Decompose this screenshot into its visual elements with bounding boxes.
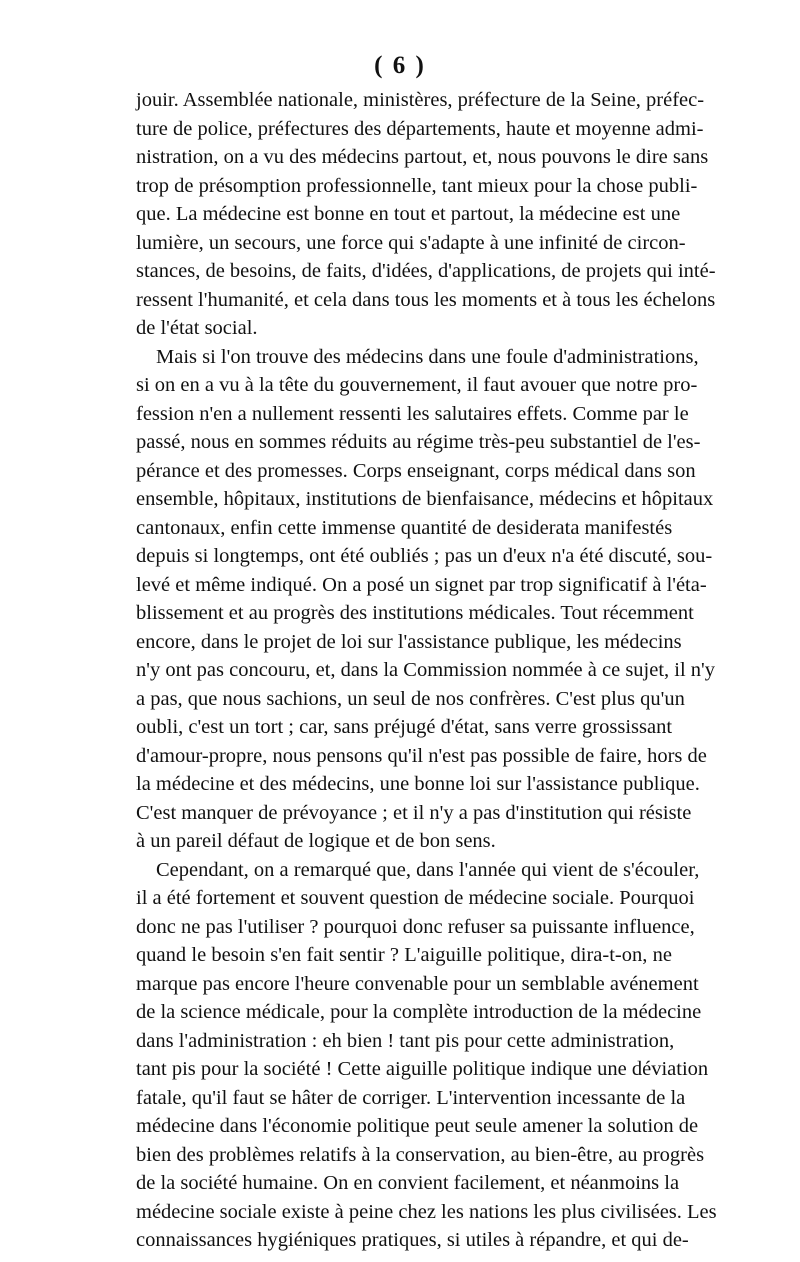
text-line: n'y ont pas concouru, et, dans la Commission nommée à ce sujet, il n'y xyxy=(136,659,716,681)
text-line: cantonaux, enfin cette immense quantité de desiderata manifestés xyxy=(136,516,673,539)
text-line: de la société humaine. On en convient facilement, et néanmoins la xyxy=(136,1172,680,1194)
text-line: stances, de besoins, de faits, d'idées, d'applications, de projets qui inté- xyxy=(136,260,716,282)
text-line: bien des problèmes relatifs à la conservation, au bien-être, au progrès xyxy=(136,1143,705,1166)
text-line: lumière, un secours, une force qui s'adapte à une infinité de circon- xyxy=(136,231,686,254)
text-line: trop de présomption professionnelle, tant mieux pour la chose publi- xyxy=(136,174,698,197)
text-line: ture de police, préfectures des départements, haute et moyenne admi- xyxy=(136,117,704,140)
text-line: connaissances hygiéniques pratiques, si utiles à répandre, et qui de- xyxy=(136,1229,689,1251)
text-line: de l'état social. xyxy=(136,317,258,339)
paragraph xyxy=(136,86,716,343)
text-line: a pas, que nous sachions, un seul de nos confrères. C'est plus qu'un xyxy=(136,687,685,710)
text-line: fatale, qu'il faut se hâter de corriger. L'intervention incessante de la xyxy=(136,1086,686,1109)
text-line: Mais si l'on trouve des médecins dans une foule d'administrations, xyxy=(156,345,699,368)
text-line: médecine dans l'économie politique peut seule amener la solution de xyxy=(136,1115,699,1137)
text-line: il a été fortement et souvent question de médecine sociale. Pourquoi xyxy=(136,887,695,909)
text-line: médecine sociale existe à peine chez les nations les plus civilisées. Les xyxy=(136,1200,717,1223)
text-line: à un pareil défaut de logique et de bon sens. xyxy=(136,830,496,852)
text-line: donc ne pas l'utiliser ? pourquoi donc refuser sa puissante influence, xyxy=(136,915,695,938)
text-line: fession n'en a nullement ressenti les salutaires effets. Comme par le xyxy=(136,402,689,425)
text-line: levé et même indiqué. On a posé un signet par trop significatif à l'éta- xyxy=(136,573,707,596)
text-line: jouir. Assemblée nationale, ministères, préfecture de la Seine, préfec- xyxy=(136,89,705,111)
text-line: de la science médicale, pour la complète introduction de la médecine xyxy=(136,1001,702,1023)
text-line: ensemble, hôpitaux, institutions de bienfaisance, médecins et hôpitaux xyxy=(136,488,714,510)
text-line: encore, dans le projet de loi sur l'assistance publique, les médecins xyxy=(136,630,682,653)
text-line: la médecine et des médecins, une bonne loi sur l'assistance publique. xyxy=(136,773,700,795)
text-line: dans l'administration : eh bien ! tant pis pour cette administration, xyxy=(136,1029,675,1052)
text-line: d'amour-propre, nous pensons qu'il n'est pas possible de faire, hors de xyxy=(136,744,707,767)
text-line: blissement et au progrès des institutions médicales. Tout récemment xyxy=(136,602,694,624)
text-line: tant pis pour la société ! Cette aiguille politique indique une déviation xyxy=(136,1058,709,1080)
text-line: si on en a vu à la tête du gouvernement, il faut avouer que notre pro- xyxy=(136,374,698,396)
text-line: marque pas encore l'heure convenable pour un semblable avénement xyxy=(136,972,699,995)
text-line: pérance et des promesses. Corps enseignant, corps médical dans son xyxy=(136,459,696,482)
text-line: passé, nous en sommes réduits au régime très-peu substantiel de l'es- xyxy=(136,431,701,453)
text-line: C'est manquer de prévoyance ; et il n'y a pas d'institution qui résiste xyxy=(136,801,692,824)
text-line: oubli, c'est un tort ; car, sans préjugé d'état, sans verre grossissant xyxy=(136,716,673,738)
text-line: ressent l'humanité, et cela dans tous les moments et à tous les échelons xyxy=(136,288,716,311)
paragraph xyxy=(136,343,716,856)
text-line: que. La médecine est bonne en tout et partout, la médecine est une xyxy=(136,203,681,225)
paragraph xyxy=(136,856,717,1255)
page-number: ( 6 ) xyxy=(374,52,426,79)
text-line: Cependant, on a remarqué que, dans l'année qui vient de s'écouler, xyxy=(156,858,700,881)
text-line: quand le besoin s'en fait sentir ? L'aiguille politique, dira-t-on, ne xyxy=(136,944,672,966)
text-line: depuis si longtemps, ont été oubliés ; pas un d'eux n'a été discuté, sou- xyxy=(136,545,713,567)
text-line: nistration, on a vu des médecins partout, et, nous pouvons le dire sans xyxy=(136,146,709,168)
body-text xyxy=(136,86,717,1255)
